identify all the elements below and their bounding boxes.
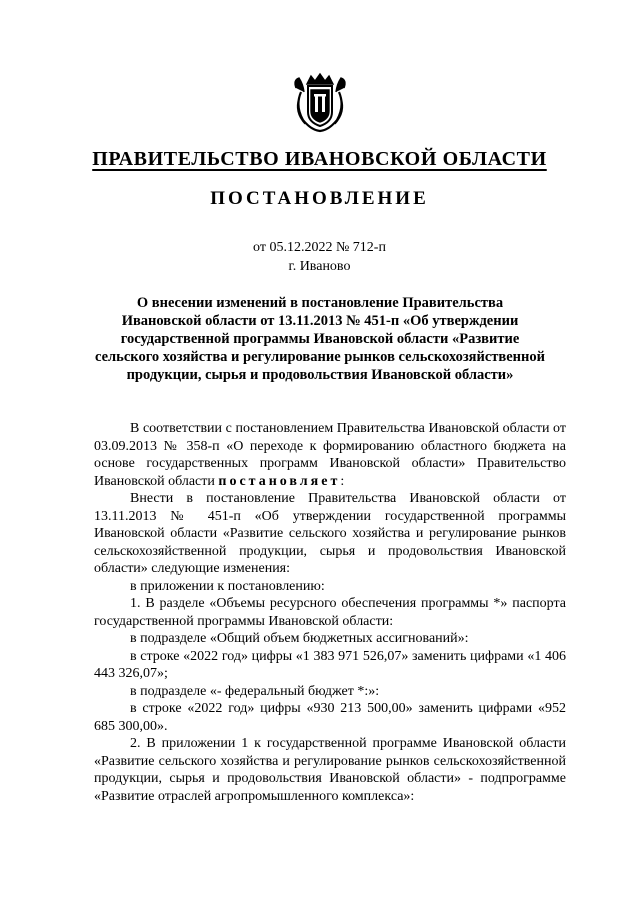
paragraph: в подразделе «- федеральный бюджет *:»: bbox=[130, 683, 380, 699]
paragraph-text: : bbox=[340, 473, 345, 489]
paragraph: в строке «2022 год» цифры «1 383 971 526,07» заменить цифрами «1 406 443 326,07»; bbox=[94, 648, 566, 681]
decree-word: постановляет bbox=[218, 473, 341, 489]
subject-line: продукции, сырья и продовольствия Ивановской области» bbox=[126, 367, 514, 383]
paragraph-text: В соответствии с постановлением Правительства Ивановской области от 03.09.2013 № 358-п «О переходе к формированию областного бюджета на основе государственных программ Ивановской области» Правительство Ивановской области bbox=[94, 421, 566, 489]
paragraph bbox=[94, 420, 566, 490]
org-name: ПРАВИТЕЛЬСТВО ИВАНОВСКОЙ ОБЛАСТИ bbox=[92, 148, 547, 170]
document-subject bbox=[80, 294, 560, 384]
subject-line: сельского хозяйства и регулирование рынков сельскохозяйственной bbox=[95, 349, 545, 365]
subject-line: О внесении изменений в постановление Правительства bbox=[136, 295, 504, 311]
paragraph: Внести в постановление Правительства Ивановской области от 13.11.2013 № 451-п «Об утверждении государственной программы Ивановской области «Развитие сельского хозяйства и регулирование рынков сельскохозяйственной продукции, сырья и продовольствия Ивановской области» следующие изменения: bbox=[94, 491, 566, 576]
document-type: ПОСТАНОВЛЕНИЕ bbox=[210, 188, 429, 209]
date-number: от 05.12.2022 № 712-п bbox=[253, 240, 386, 255]
city: г. Иваново bbox=[288, 259, 351, 274]
paragraph: в приложении к постановлению: bbox=[130, 578, 325, 594]
paragraph: в подразделе «Общий объем бюджетных ассигнований»: bbox=[130, 631, 469, 646]
paragraph: 2. В приложении 1 к государственной программе Ивановской области «Развитие сельского хозяйства и регулирование рынков сельскохозяйственной продукции, сырья и продовольствия Ивановской области» - подпрограмме «Развитие отраслей агропромышленного комплекса»: bbox=[94, 736, 566, 804]
subject-line: государственной программы Ивановской области «Развитие bbox=[120, 331, 520, 347]
paragraph: 1. В разделе «Объемы ресурсного обеспечения программы *» паспорта государственной программы Ивановской области: bbox=[94, 596, 566, 629]
subject-line: Ивановской области от 13.11.2013 № 451-п «Об утверждении bbox=[121, 313, 519, 329]
ivanovo-coat-of-arms-icon bbox=[293, 72, 347, 134]
paragraph: в строке «2022 год» цифры «930 213 500,00» заменить цифрами «952 685 300,00». bbox=[94, 701, 566, 734]
document-body bbox=[94, 420, 566, 805]
